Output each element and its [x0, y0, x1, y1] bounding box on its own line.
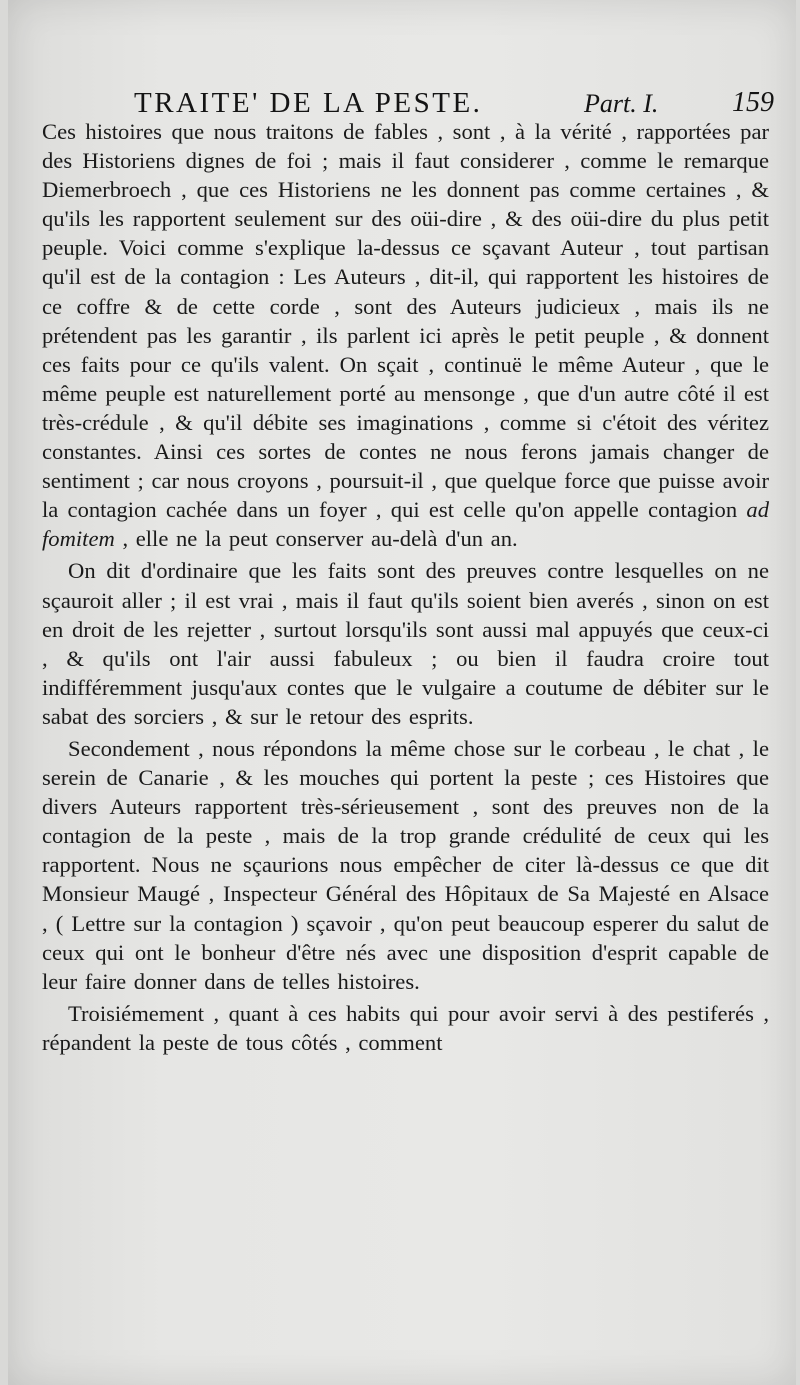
- book-page: [8, 0, 796, 1385]
- part-label: Part. I.: [584, 89, 659, 118]
- paragraph-1: [42, 117, 769, 553]
- latin-phrase: ad fomitem: [42, 497, 769, 552]
- paragraph-2: On dit d'ordinaire que les faits sont des preuves contre lesquelles on ne sçauroit aller ; il est vrai , mais il faut qu'ils soient bien averés , sinon on est en droit de les rejetter , surtout lorsqu'ils sont aussi mal appuyés que ceux-ci , & qu'ils ont l'air aussi fabuleux ; ou bien il faudra croire tout indifféremment jusqu'aux contes que le vulgaire a coutume de débiter sur le sabat des sorciers , & sur le retour des esprits.: [42, 558, 769, 729]
- paragraph-1-text: Ces histoires que nous traitons de fables , sont , à la vérité , rapportées par des Historiens dignes de foi ; mais il faut considerer , comme le remarque Diemerbroech , que ces Historiens ne les donnent pas comme certaines , & qu'ils les rapportent seulement sur des oüi-dire , & des oüi-dire du plus petit peuple. Voici comme s'explique la-dessus ce sçavant Auteur , tout partisan qu'il est de la contagion : Les Auteurs , dit-il, qui rapportent les histoires de ce coffre & de cette corde , sont des Auteurs judicieux , mais ils ne prétendent pas les garantir , ils parlent ici après le petit peuple , & donnent ces faits pour ce qu'ils valent. On sçait , continuë le même Auteur , que le même peuple est naturellement porté au mensonge , que d'un autre côté il est très-crédule , & qu'il débite ses imaginations , comme si c'étoit des véritez constantes. Ainsi ces sortes de contes ne nous ferons jamais changer de sentiment ; car nous croyons , poursuit-il , que quelque force que puisse avoir la contagion cachée dans un foyer , qui est celle qu'on appelle contagion: [42, 119, 769, 523]
- page-number: 159: [732, 87, 774, 118]
- paragraph-4: Troisiémement , quant à ces habits qui pour avoir servi à des pestiferés , répandent la peste de tous côtés , comment: [42, 1000, 769, 1055]
- body-text: [42, 117, 769, 1057]
- paragraph-1-end: , elle ne la peut conserver au-delà d'un an.: [122, 526, 518, 552]
- paragraph-3: Secondement , nous répondons la même chose sur le corbeau , le chat , le serein de Canarie , & les mouches qui portent la peste ; ces Histoires que divers Auteurs rapportent très-sérieusement , sont des preuves non de la contagion de la peste , mais de la trop grande crédulité de ceux qui les rapportent. Nous ne sçaurions nous empêcher de citer là-dessus ce que dit Monsieur Maugé , Inspecteur Général des Hôpitaux de Sa Majesté en Alsace , ( Lettre sur la contagion ) sçavoir , qu'on peut beaucoup esperer du salut de ceux qui ont le bonheur d'être nés avec une disposition d'esprit capable de leur faire donner dans de telles histoires.: [42, 735, 769, 994]
- running-title: TRAITE' DE LA PESTE.: [134, 87, 483, 119]
